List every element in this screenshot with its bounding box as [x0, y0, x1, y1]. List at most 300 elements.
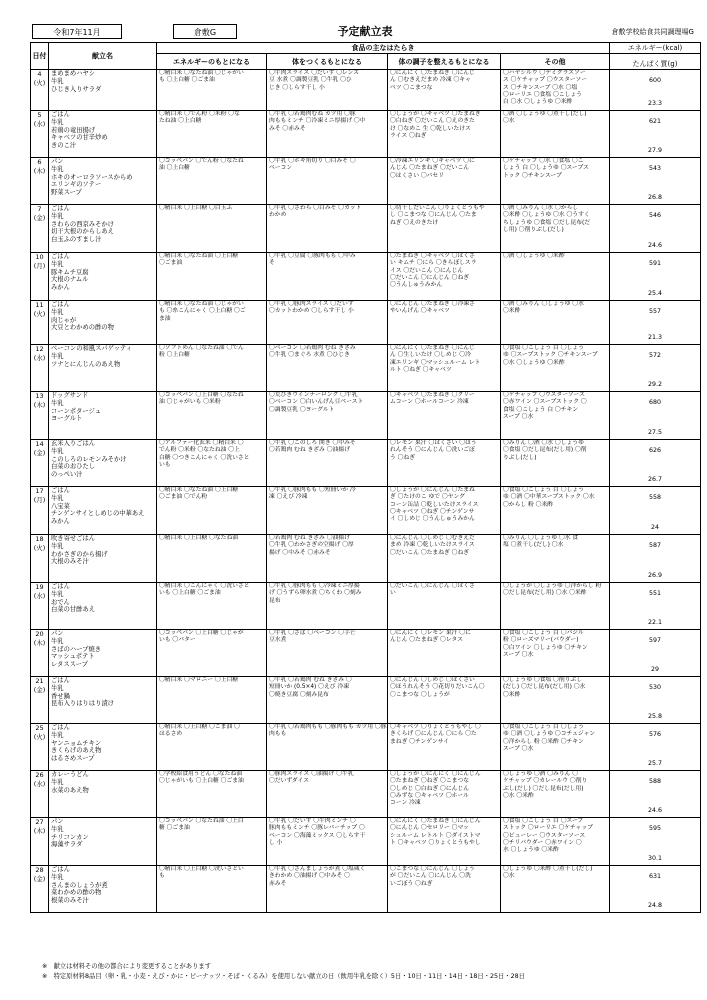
dish-name: きのこ汁 [51, 142, 77, 150]
ingredient-line: も [159, 873, 165, 880]
kcal-value: 530 [648, 684, 662, 691]
nutrition-cell [610, 392, 701, 440]
condition-cell [388, 818, 501, 866]
ingredient-line: 〇精白米 〇なたね油 〇上白糖 [159, 487, 239, 493]
ingredient-line: 〇はくさい 〇パセリ [390, 172, 445, 179]
other-cell [501, 301, 610, 345]
dish-name: 肉じゃが [51, 316, 77, 324]
condition-cell [388, 345, 501, 392]
ingredient-line: 〇食塩 〇こしょう 白 〇しょう [503, 487, 584, 493]
menu-row [31, 392, 701, 440]
menu-row [31, 724, 701, 771]
day-of-week: (火) [33, 544, 46, 552]
day-header: 日付 [31, 43, 49, 70]
dish-name: エリンギのソテー [51, 181, 102, 189]
energy-cell [157, 677, 267, 724]
page-title: 予定献立表 [337, 25, 393, 38]
protein-value: 26.9 [647, 572, 663, 579]
dish-name: みかん [51, 284, 70, 292]
ingredient-line: 〇ベーコン 〇若鶏肉 むね きざみ [269, 345, 356, 351]
dish-name: カレーうどん [51, 771, 89, 778]
ingredient-line: 〇ごま油 [159, 260, 183, 267]
protein-value: 22.1 [647, 619, 663, 626]
day-number: 5 [37, 111, 42, 119]
condition-cell [388, 301, 501, 345]
day-of-week: (月) [33, 262, 46, 270]
date-cell [31, 392, 49, 440]
footnotes [42, 962, 525, 982]
date-cell [31, 111, 49, 158]
ingredient-line: 〇しょうが 〇にんにく 〇にんじん [390, 771, 481, 777]
ingredient-line: 〇若鶏肉 むね きざみ 〇油揚げ [269, 535, 350, 541]
nutrition-cell [610, 866, 701, 913]
ingredient-line: ベーコン 〇海藻ミックス 〇しらす干 [269, 832, 366, 839]
ingredient-line: 〇にんにく 〇たまねぎ 〇にんじ [390, 70, 475, 76]
ingredient-line: ゆ 〇酒 〇中華スープストック 〇水 [503, 494, 595, 501]
ingredient-line: 〇米酢 [503, 691, 521, 698]
energy-cell [157, 205, 267, 253]
ingredient-line: 赤みそ [269, 880, 287, 887]
energy-cell [157, 771, 267, 818]
ingredient-line: 〇こまつな 〇しょうが [390, 691, 450, 698]
day-of-week: (金) [33, 449, 46, 457]
ingredient-line: しょう 白 〇しょうゆ 〇スープス [503, 165, 589, 172]
menu-table [30, 42, 701, 913]
energy-cell [157, 301, 267, 345]
ingredient-line: みそ 〇赤みそ [269, 125, 306, 132]
condition-cell [388, 253, 501, 301]
date-cell [31, 630, 49, 677]
ingredient-line: い キムチ 〇にら 〇きらぼしスラ [390, 260, 477, 267]
menu-row [31, 205, 701, 253]
dish-name: このしろのレモンみそかけ [51, 455, 127, 463]
protein-value: 27.5 [647, 429, 663, 436]
kcal-value: 576 [648, 731, 662, 738]
other-cell [501, 158, 610, 205]
day-number: 4 [37, 70, 42, 78]
ingredient-line: 〇ごま油 〇でん粉 [159, 494, 208, 501]
ingredient-line: 〇酒 〇しょうゆ 〇煮干し(だし) [503, 111, 587, 117]
energy-cell [157, 630, 267, 677]
menu-row [31, 677, 701, 724]
ingredient-line: 〇だいこん 〇たまねぎ 〇ねぎ [390, 549, 470, 556]
ingredient-line: 塩 〇煮干し(だし) 〇水 [503, 542, 564, 549]
day-number: 26 [35, 771, 44, 779]
ingredient-line: 〇ケチャップ 〇ウスターソース [503, 392, 585, 398]
day-of-week: (木) [33, 827, 46, 835]
ingredient-line: 〇牛乳 〇まぐろ 水煮 〇ひじき [269, 352, 350, 359]
ingredient-line: し 〇こまつな 〇にんじん 〇たま [390, 212, 477, 219]
ingredient-line: ムコーン 〇ホールコーン 冷凍 [390, 399, 469, 406]
nutrition-cell [610, 818, 701, 866]
ingredient-line: 〇しめじ 〇白ねぎ 〇にんじん [390, 785, 470, 792]
other-cell [501, 630, 610, 677]
body-cell [267, 440, 388, 487]
dish-name: 牛乳 [51, 308, 64, 316]
ingredient-line: 〇牛肉スライス 〇だいず 〇レンズ [269, 70, 360, 76]
ingredient-line: 肉もも [269, 731, 287, 738]
ingredient-line: 〇にんじん 〇しめじ 〇むきえだ [390, 535, 475, 541]
dish-header: 献立名 [49, 43, 157, 70]
ingredient-line: 〇荒びきウインナーロング 〇牛乳 [269, 392, 358, 398]
ingredient-line: わかめ [269, 212, 287, 219]
ingredient-line: 〇じゃがいも 〇上白糖 〇ごま油 [159, 778, 244, 785]
nutrition-cell [610, 487, 701, 535]
ingredient-line: 〇ハヤシルウ 〇デミグラスソー [503, 70, 586, 76]
dish-name: 牛乳 [51, 494, 64, 502]
dish-name: ごはん [51, 677, 70, 684]
ingredient-line: が 〇だいこん 〇にんじん 〇洗 [390, 873, 471, 880]
ingredient-line: 〇みりん 〇酒 〇水 〇しょうゆ [503, 440, 584, 446]
ingredient-line: まねぎ 〇チンゲンサイ [390, 738, 449, 745]
dish-name: 牛乳 [51, 212, 64, 220]
day-number: 10 [35, 253, 44, 261]
ingredient-line: 豆水煮 [269, 637, 287, 644]
nutrition-cell [610, 583, 701, 630]
dish-name: レタススープ [51, 661, 88, 669]
dish-cell [49, 301, 157, 345]
ingredient-line: 食塩 〇こしょう 白 〇チキン [503, 406, 579, 413]
ingredient-line: ス 〇ケチャップ 〇ウスターソー [503, 77, 588, 84]
condition-cell [388, 440, 501, 487]
body-cell [267, 111, 388, 158]
ingredient-line: 凍 〇えび 冷凍 [269, 494, 308, 501]
energy-cell [157, 345, 267, 392]
condition-cell [388, 583, 501, 630]
dish-name: 牛乳 [51, 778, 64, 786]
kcal-value: 626 [648, 447, 662, 454]
date-cell [31, 253, 49, 301]
nutrition-cell [610, 724, 701, 771]
protein-value: 24 [650, 524, 659, 531]
ingredient-line: 〇キャベツ 〇ねぎ 〇チンゲンサ [390, 508, 475, 515]
nutrition-cell [610, 771, 701, 818]
dish-cell [49, 724, 157, 771]
ingredient-line: そ [269, 260, 275, 267]
dish-cell [49, 677, 157, 724]
other-cell [501, 677, 610, 724]
menu-row [31, 440, 701, 487]
ingredient-line: 〇牛乳 〇このしろ 開き 〇中みそ [269, 440, 356, 446]
energy-cell [157, 583, 267, 630]
ingredient-line: 〇だし昆布(だし用) 〇水 〇米酢 [503, 590, 587, 597]
day-of-week: (火) [33, 733, 46, 741]
energy-cell [157, 392, 267, 440]
dish-name: 牛乳 [51, 118, 64, 126]
date-cell [31, 771, 49, 818]
menu-row [31, 111, 701, 158]
condition-cell [388, 392, 501, 440]
dish-name: 豚キムチ豆腐 [51, 268, 89, 276]
ingredient-line: ス 〇チキンスープ 〇水 〇塩 [503, 84, 578, 91]
body-cell [267, 818, 388, 866]
ingredient-line: 〇にんじん 〇セロリー 〇マッ [390, 825, 469, 832]
ingredient-line: 〇精白米 〇なたね油 〇じゃがい [159, 70, 244, 76]
kcal-value: 595 [648, 825, 662, 832]
ingredient-line: 〇冷凍エリンギ 〇キャベツ 〇に [390, 158, 475, 164]
ingredient-line: 〇しょうゆ 〇食塩 〇削りぶし [503, 677, 583, 683]
ingredient-line: ちしょうゆ 〇食塩 〇だし昆布(だ [503, 219, 591, 226]
ingredient-line: 〇切干しだいこん 〇りょくとうもや [390, 205, 485, 211]
dish-name: まめまめハヤシ [51, 70, 96, 77]
ingredient-line: 〇水 [503, 118, 515, 125]
dish-name: 牛乳 [51, 447, 64, 455]
ingredient-line: 〇にんじん 〇たまねぎ 〇冷凍さ [390, 301, 475, 307]
dish-name: ベーコンの和風スパゲッティ [51, 345, 133, 352]
dish-name: ごはん [51, 253, 70, 260]
ingredient-line: 凍エリンギ 〇マッシュルーム レト [390, 359, 481, 366]
protein-value: 26.7 [647, 476, 663, 483]
ingredient-line: 〇水 〇しょうゆ 〇米酢 [503, 359, 565, 366]
menu-row [31, 583, 701, 630]
ingredient-line: 〇酒 〇しょうゆ 〇米酢 [503, 253, 565, 259]
ingredient-line: 〇水 [503, 873, 515, 880]
dish-name: 牛乳 [51, 873, 64, 881]
ingredient-line: きわかめ 〇油揚げ 〇中みそ 〇 [269, 873, 350, 880]
day-number: 20 [35, 630, 44, 638]
ingredient-line: 〇食塩 〇こしょう 白 〇しょう [503, 724, 584, 730]
ingredient-line: 〇酒 〇みりん 〇しょうゆ 〇水 [503, 301, 584, 307]
dish-cell [49, 866, 157, 913]
month-label: 令和7年11月 [32, 24, 122, 39]
dish-name: パン [51, 158, 64, 165]
protein-value: 29.2 [647, 381, 663, 388]
ingredient-line: 〇豚肉スライス 〇油揚げ 〇牛乳 [269, 771, 354, 777]
ingredient-line: ぎ 〇たけのこ ゆで 〇ヤング [390, 494, 465, 501]
dish-name: 牛乳 [51, 731, 64, 739]
dish-cell [49, 70, 157, 111]
dish-name: コーンポタージュ [51, 407, 101, 415]
energy-cell [157, 70, 267, 111]
condition-cell [388, 487, 501, 535]
condition-cell [388, 630, 501, 677]
ingredient-line: 〇コッペパン 〇なたね油 〇上白 [159, 818, 244, 824]
ingredient-line: スープ 〇水 [503, 651, 534, 658]
dish-name: 野菜スープ [51, 189, 82, 197]
ingredient-line: 〇ケチャップ 〇水 〇食塩 〇こ [503, 158, 584, 164]
protein-value: 23.3 [647, 100, 663, 107]
ingredient-line: 〇レモン 果汁 〇はくさい 〇ほう [390, 440, 477, 446]
dish-name: ごはん [51, 301, 70, 308]
menu-row [31, 866, 701, 913]
protein-header: たんぱく質(g) [610, 59, 701, 70]
kcal-value: 551 [648, 590, 662, 597]
ingredient-line: 豆 水煮 〇調製豆乳 〇牛乳 〇ひ [269, 77, 352, 84]
ingredient-line: 〇こまつな 〇にんじん 〇しょう [390, 866, 475, 872]
dish-cell [49, 535, 157, 583]
day-number: 21 [35, 677, 44, 685]
ingredient-line: 〇牛乳 〇だいず 〇牛肉ミンチ 〇 [269, 818, 356, 824]
menu-row [31, 487, 701, 535]
ingredient-line: 〇水 〇米酢 [503, 792, 534, 799]
kcal-value: 557 [648, 308, 662, 315]
other-cell [501, 440, 610, 487]
date-cell [31, 158, 49, 205]
ingredient-line: 〇チリパウダー 〇赤ワイン 〇 [503, 839, 582, 846]
other-cell [501, 724, 610, 771]
dish-name: 牛乳 [51, 260, 64, 268]
ingredient-line: ケチャップ 〇カレールウ 〇削り [503, 778, 588, 785]
date-cell [31, 440, 49, 487]
ingredient-line: はるさめ [159, 731, 183, 738]
dish-name: ごはん [51, 866, 70, 873]
nutrition-cell [610, 301, 701, 345]
dish-name: ごはん [51, 205, 70, 212]
dish-name: 牛乳 [51, 399, 64, 407]
dish-cell [49, 440, 157, 487]
note-2: ※ 特定原材料8品目（卵・乳・小麦・えび・かに・ピーナッツ・そば・くるみ）を使用しない献立の日（飲用牛乳を除く）5日・10日・11日・14日・18日・25日・28日 [42, 973, 525, 980]
condition-cell [388, 205, 501, 253]
ingredient-line: 〇コッペパン 〇上白糖 〇なたね [159, 392, 244, 398]
dish-name: マッシュポテト [51, 653, 95, 661]
ingredient-line: 肉ももミンチ 〇冷凍ミニ厚揚げ 〇中 [269, 118, 366, 125]
dish-name: さわらの西京みそかけ [51, 220, 114, 228]
dish-name: ヤンニョムチキン [51, 739, 102, 747]
nutrition-cell [610, 70, 701, 111]
day-number: 27 [35, 818, 44, 826]
protein-value: 26.8 [647, 194, 663, 201]
body-cell [267, 158, 388, 205]
day-number: 18 [35, 535, 44, 543]
dish-name: 水菜のあえ物 [51, 786, 89, 794]
protein-value: 24.6 [647, 242, 663, 249]
kitchen-name: 倉敷学校給食共同調理場G [611, 28, 694, 36]
ingredient-line: でん粉 〇米粉 〇なたね油 〇上 [159, 447, 240, 454]
ingredient-line: 〇牛乳 〇豚肉スライス 〇だいず [269, 301, 354, 307]
ingredient-line: 〇コッペパン 〇上白糖 〇じゃが [159, 630, 244, 636]
kcal-value: 600 [648, 77, 662, 84]
ingredient-line: 〇精白米 〇こんにゃく 〇洗いさと [159, 583, 250, 589]
dish-name: わかさぎのから揚げ [51, 550, 108, 558]
ingredient-line: 〇若鶏肉 むね きざみ 〇油揚げ [269, 447, 350, 454]
ingredient-line: 〇牛乳 〇豚肉もも 〇冷凍ミニ厚揚 [269, 583, 360, 589]
nutrition-cell [610, 253, 701, 301]
ingredient-line: 〇ベーコン 〇白いんげん豆ペースト [269, 399, 364, 406]
date-cell [31, 583, 49, 630]
ingredient-line: 〇調製豆乳 〇ヨーグルト [269, 406, 335, 413]
dish-name: ごはん [51, 487, 70, 494]
date-cell [31, 487, 49, 535]
ingredient-line: 〇白ワイン 〇しょうゆ 〇チキン [503, 644, 588, 651]
menu-row [31, 630, 701, 677]
nutrition-cell [610, 158, 701, 205]
kcal-value: 597 [648, 637, 662, 644]
ingredient-line: 揚げ 〇中みそ 〇赤みそ [269, 549, 331, 556]
dish-name: 香せ鍋 [51, 692, 70, 700]
dish-name: 牛乳 [51, 637, 64, 645]
menu-row [31, 253, 701, 301]
body-cell [267, 392, 388, 440]
ingredient-line: 糖 〇ごま油 [159, 825, 190, 832]
nutrition-cell [610, 440, 701, 487]
body-cell [267, 866, 388, 913]
ingredient-line: 〇米酢 [503, 308, 521, 315]
other-cell [501, 111, 610, 158]
nutrition-cell [610, 535, 701, 583]
ingredient-line: スープ 〇水 [503, 745, 534, 752]
date-cell [31, 535, 49, 583]
nutrition-cell [610, 677, 701, 724]
dish-name: 大豆とわかめの酢の物 [51, 324, 114, 332]
ingredient-line: 〇しょうが 〇にんじん 〇たまね [390, 487, 475, 493]
day-number: 7 [37, 205, 42, 213]
dish-name: おでん [51, 598, 70, 606]
day-of-week: (水) [33, 592, 46, 600]
dish-name: のっぺい汁 [51, 471, 83, 479]
day-of-week: (水) [33, 780, 46, 788]
day-of-week: (木) [33, 167, 46, 175]
dish-name: みかん [51, 518, 70, 526]
ingredient-line: 〇酒 〇みりん 〇水 〇からし [503, 205, 579, 211]
note-1: ※ 献立は材料その他の都合により変更することがあります [42, 963, 211, 970]
dish-name: チンゲンサイとしめじの中華あえ [51, 510, 145, 518]
dish-name: 昆布入りはりはり漬け [51, 700, 114, 708]
dish-name: 八宝菜 [51, 502, 70, 510]
ingredient-line: 〇白ねぎ 〇だいこん 〇えのきた [390, 118, 475, 125]
ingredient-line: 〇コッペパン 〇でん粉 〇なたね [159, 158, 244, 164]
ingredient-line: 〇にんにく 〇たまねぎ 〇にんじん [390, 818, 481, 824]
ingredient-line: い [390, 590, 396, 597]
day-of-week: (火) [33, 79, 46, 87]
body-cell [267, 771, 388, 818]
energy-header: エネルギーのもとになる [157, 54, 267, 70]
day-of-week: (月) [33, 496, 46, 504]
kcal-value: 680 [648, 399, 662, 406]
dish-name: ひじき入りサラダ [51, 85, 102, 93]
ingredient-line: 〇牛乳 〇さわら 〇白みそ 〇カット [269, 205, 362, 211]
protein-value: 25.4 [647, 290, 663, 297]
ingredient-line: 〇しょうが 〇しょうゆ 〇洋からし 粉 [503, 583, 602, 589]
ingredient-line: まめ 冷凍 〇乾しいたけスライス [390, 542, 475, 549]
dish-name: きくらげのあえ物 [51, 747, 102, 755]
protein-value: 29 [650, 666, 659, 673]
ingredient-line: 〇精白米 〇なたね油 〇上白糖 [159, 253, 239, 259]
ingredient-line: 〇みずな 〇キャベツ 〇ホール [390, 792, 469, 799]
ingredient-line: コーン缶詰 〇乾しいたけスライス [390, 501, 479, 508]
ingredient-line: たね油 〇上白糖 [159, 118, 202, 125]
day-number: 12 [35, 345, 44, 353]
ingredient-line: トック 〇チキンスープ [503, 172, 562, 179]
dish-name: ごはん [51, 724, 70, 731]
ingredient-line: う 〇ねぎ [390, 454, 416, 461]
nutrition-cell [610, 630, 701, 677]
ingredient-line: も 〇上白糖 〇ごま油 [159, 77, 215, 84]
nutrition-cell [610, 345, 701, 392]
ingredient-line: 粉 〇上白糖 [159, 352, 190, 359]
ingredient-line: 〇しょうが 〇キャベツ 〇たまねぎ [390, 111, 481, 117]
ingredient-line: 〇ピューレー 〇ウスターソース [503, 832, 586, 839]
energy-cell [157, 818, 267, 866]
day-of-week: (木) [33, 401, 46, 409]
menu-row [31, 301, 701, 345]
body-cell [267, 535, 388, 583]
ingredient-line: 〇たまねぎ 〇ねぎ 〇こまつな [390, 778, 470, 785]
other-cell [501, 818, 610, 866]
dish-name: ドッグサンド [51, 392, 89, 399]
ingredient-line: いも [159, 461, 171, 468]
kcal-value: 572 [648, 352, 662, 359]
nutrition-cell [610, 111, 701, 158]
other-cell [501, 345, 610, 392]
ingredient-line: 〇精白米 〇上白糖 〇洗いさとい [159, 866, 244, 872]
date-cell [31, 866, 49, 913]
ingredient-line: 粉 〇ローズマリー(パウダー) [503, 637, 579, 644]
ingredient-line: 〇牛乳 〇若鶏肉もも 〇豚肉もも カツ用 〇豚 [269, 724, 387, 730]
dish-cell [49, 392, 157, 440]
ingredient-line: ん 〇むきえだまめ 冷凍 〇キャ [390, 77, 471, 84]
body-cell [267, 677, 388, 724]
nutrition-cell [610, 205, 701, 253]
